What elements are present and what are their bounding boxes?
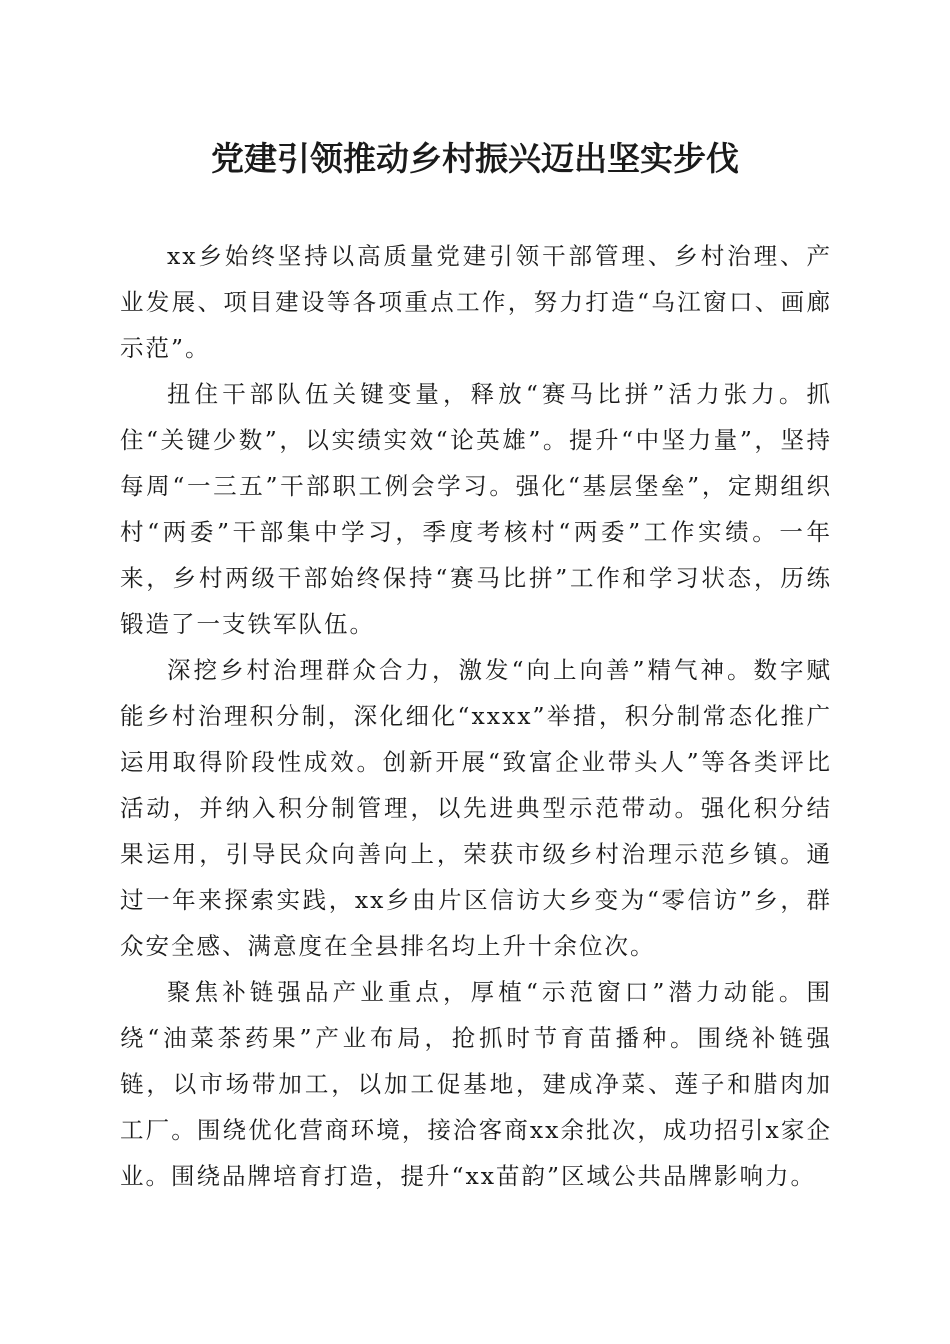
paragraph-governance: 深挖乡村治理群众合力，激发“向上向善”精气神。数字赋能乡村治理积分制，深化细化“xxxx”举措，积分制常态化推广运用取得阶段性成效。创新开展“致富企业带头人”等各类评比活动，并纳入积分制管理，以先进典型示范带动。强化积分结果运用，引导民众向善向上，荣获市级乡村治理示范乡镇。通过一年来探索实践，xx乡由片区信访大乡变为“零信访”乡，群众安全感、满意度在全县排名均上升十余位次。 xyxy=(120,656,832,960)
paragraph-cadres: 扭住干部队伍关键变量，释放“赛马比拼”活力张力。抓住“关键少数”，以实绩实效“论英雄”。提升“中坚力量”，坚持每周“一三五”干部职工例会学习。强化“基层堡垒”，定期组织村“两委”干部集中学习，季度考核村“两委”工作实绩。一年来，乡村两级干部始终保持“赛马比拼”工作和学习状态，历练锻造了一支铁军队伍。 xyxy=(120,380,832,638)
document-title: 党建引领推动乡村振兴迈出坚实步伐 xyxy=(211,139,739,178)
paragraph-intro: xx乡始终坚持以高质量党建引领干部管理、乡村治理、产业发展、项目建设等各项重点工作，努力打造“乌江窗口、画廊示范”。 xyxy=(120,242,832,362)
paragraph-industry: 聚焦补链强品产业重点，厚植“示范窗口”潜力动能。围绕“油菜茶药果”产业布局，抢抓时节育苗播种。围绕补链强链，以市场带加工，以加工促基地，建成净菜、莲子和腊肉加工厂。围绕优化营商环境，接洽客商xx余批次，成功招引x家企业。围绕品牌培育打造，提升“xx苗韵”区域公共品牌影响力。 xyxy=(120,978,832,1190)
document-body xyxy=(120,233,832,1199)
